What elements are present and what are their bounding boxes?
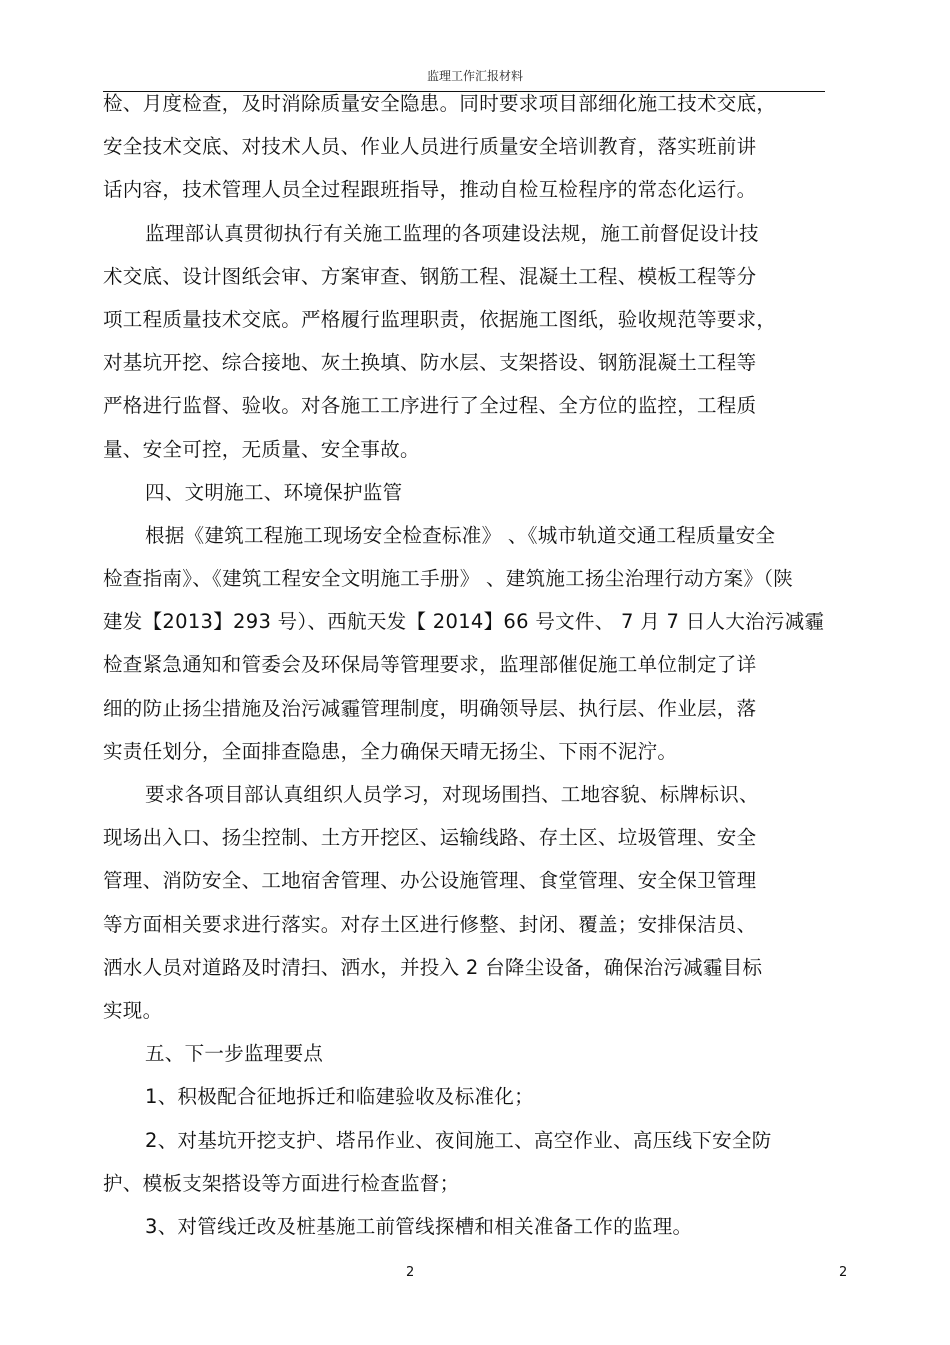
text-line: 等方面相关要求进行落实。对存土区进行修整、封闭、覆盖；安排保洁员、 xyxy=(103,912,757,936)
paragraph-start-line: 监理部认真贯彻执行有关施工监理的各项建设法规，施工前督促设计技 xyxy=(145,221,759,245)
text-line: 话内容，技术管理人员全过程跟班指导，推动自检互检程序的常态化运行。 xyxy=(103,178,757,202)
text-line: 实责任划分，全面排查隐患，全力确保天晴无扬尘、下雨不泥泞。 xyxy=(103,739,678,763)
paragraph-start-line: 要求各项目部认真组织人员学习，对现场围挡、工地容貌、标牌标识、 xyxy=(145,783,759,806)
list-item: 3、对管线迁改及桩基施工前管线探槽和相关准备工作的监理。 xyxy=(145,1214,693,1238)
page-header-title: 监理工作汇报材料 xyxy=(426,69,523,83)
text-line: 管理、消防安全、工地宿舍管理、办公设施管理、食堂管理、安全保卫管理 xyxy=(103,869,757,893)
text-line: 严格进行监督、验收。对各施工工序进行了全过程、全方位的监控，工程质 xyxy=(103,394,757,418)
page-number: 2 xyxy=(839,1265,848,1280)
text-line: 现场出入口、扬尘控制、土方开挖区、运输线路、存土区、垃圾管理、安全 xyxy=(103,826,757,850)
list-item: 2、对基坑开挖支护、塔吊作业、夜间施工、高空作业、高压线下安全防 xyxy=(145,1128,772,1152)
text-line: 安全技术交底、对技术人员、作业人员进行质量安全培训教育，落实班前讲 xyxy=(103,135,757,159)
text-line: 检查指南》、《建筑工程安全文明施工手册》 、建筑施工扬尘治理行动方案》（陕 xyxy=(103,567,794,591)
paragraph-start-line: 根据《建筑工程施工现场安全检查标准》 、《城市轨道交通工程质量安全 xyxy=(145,523,776,547)
text-line: 洒水人员对道路及时清扫、洒水，并投入 2 台降尘设备，确保治污减霾目标 xyxy=(103,955,763,979)
text-line: 细的防止扬尘措施及治污减霾管理制度，明确领导层、执行层、作业层，落 xyxy=(103,696,757,720)
text-line: 检查紧急通知和管委会及环保局等管理要求，监理部催促施工单位制定了详 xyxy=(103,653,757,677)
page-number: 2 xyxy=(406,1265,415,1280)
text-line: 护、模板支架搭设等方面进行检查监督； xyxy=(103,1171,460,1195)
text-line: 对基坑开挖、综合接地、灰土换填、防水层、支架搭设、钢筋混凝土工程等 xyxy=(103,351,757,375)
document-body xyxy=(103,92,843,1258)
text-line: 术交底、设计图纸会审、方案审查、钢筋工程、混凝土工程、模板工程等分 xyxy=(103,264,757,288)
text-line: 量、安全可控，无质量、安全事故。 xyxy=(103,437,420,461)
list-item: 1、积极配合征地拆迁和临建验收及标准化； xyxy=(145,1085,534,1109)
text-line: 实现。 xyxy=(103,998,163,1022)
section-heading: 五、下一步监理要点 xyxy=(145,1042,324,1066)
text-line: 项工程质量技术交底。严格履行监理职责，依据施工图纸，验收规范等要求， xyxy=(103,307,777,331)
section-heading: 四、文明施工、环境保护监管 xyxy=(145,480,403,504)
text-line: 检、月度检查，及时消除质量安全隐患。同时要求项目部细化施工技术交底， xyxy=(103,92,777,115)
text-line: 建发【2013】293 号）、西航天发【 2014】66 号文件、 7 月 7 日人大治污减霾 xyxy=(103,610,825,634)
